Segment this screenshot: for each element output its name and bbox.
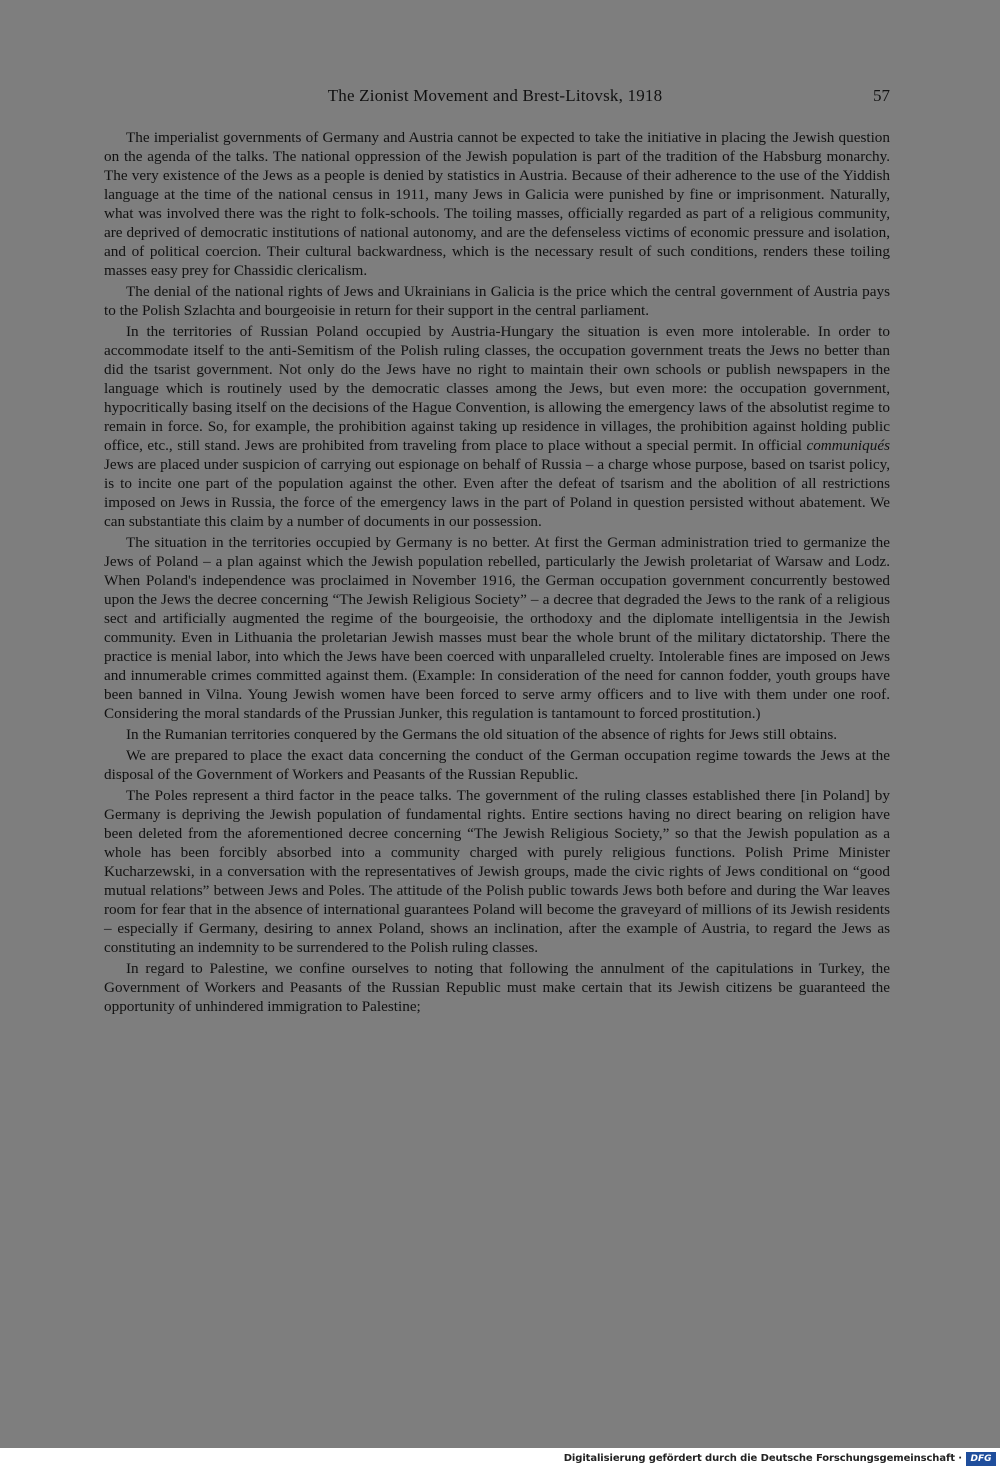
paragraph-2: The denial of the national rights of Jews and Ukrainians in Galicia is the price which the central government of Austria pays to the Polish Szlachta and bourgeoisie in return for their support in the central parliament. xyxy=(104,283,890,319)
paragraph-3 xyxy=(104,322,890,531)
dfg-logo-icon: DFG xyxy=(966,1452,996,1466)
footer-bar xyxy=(0,1448,1000,1470)
paragraph-3-text: In the territories of Russian Poland occupied by Austria-Hungary the situation is even more intolerable. In order to accommodate itself to the anti-Semitism of the Polish ruling classes, the occupation government treats the Jews no better than did the tsarist government. Not only do the Jews have no right to maintain their own schools or publish newspapers in the language which is routinely used by the democratic classes among the Jews, but even more: the occupation government, hypocritically basing itself on the decisions of the Hague Convention, is allowing the emergency laws of the absolutist regime to remain in force. So, for example, the prohibition against taking up residence in villages, the prohibition against holding public office, etc., still stand. Jews are prohibited from traveling from place to place without a special permit. In official xyxy=(104,323,890,454)
paragraph-1: The imperialist governments of Germany and Austria cannot be expected to take the initiative in placing the Jewish question on the agenda of the talks. The national oppression of the Jewish population is part of the tradition of the Habsburg monarchy. The very existence of the Jews as a people is denied by statistics in Austria. Because of their adherence to the use of the Yiddish language at the time of the national census in 1911, many Jews in Galicia were punished by fine or imprisonment. Naturally, what was involved there was the right to folk-schools. The toiling masses, officially regarded as part of a religious community, are deprived of democratic institutions of national autonomy, and are the defenseless victims of economic pressure and isolation, and of political coercion. Their cultural backwardness, which is the necessary result of such conditions, renders these toiling masses easy prey for Chassidic clericalism. xyxy=(104,129,890,279)
paragraph-8: In regard to Palestine, we confine ourselves to noting that following the annulment of the capitulations in Turkey, the Government of Workers and Peasants of the Russian Republic must make certain that its Jewish citizens be guaranteed the opportunity of unhindered immigration to Palestine; xyxy=(104,960,890,1015)
paragraph-5: In the Rumanian territories conquered by the Germans the old situation of the absence of rights for Jews still obtains. xyxy=(126,726,838,743)
running-head xyxy=(100,86,890,110)
body-text xyxy=(104,128,890,1018)
paragraph-6: We are prepared to place the exact data concerning the conduct of the German occupation regime towards the Jews at the disposal of the Government of Workers and Peasants of the Russian Republic. xyxy=(104,747,890,783)
page-number: 57 xyxy=(873,86,890,105)
paragraph-7: The Poles represent a third factor in the peace talks. The government of the ruling classes established there [in Poland] by Germany is depriving the Jewish population of fundamental rights. Entire sections having no direct bearing on religion have been deleted from the aforementioned decree concerning “The Jewish Religious Society,” so that the Jewish population as a whole has been forcibly absorbed into a community charged with purely religious functions. Polish Prime Minister Kucharzewski, in a conversation with the representatives of Jewish groups, made the civic rights of Jews conditional on “good mutual relations” between Jews and Poles. The attitude of the Polish public towards Jews both before and during the War leaves room for fear that in the absence of international guarantees Poland will become the graveyard of millions of its Jewish residents – especially if Germany, desiring to annex Poland, shows an inclination, after the example of Austria, to regard the Jews as constituting an indemnity to be surrendered to the Polish ruling classes. xyxy=(104,787,890,956)
funding-credit: Digitalisierung gefördert durch die Deutsche Forschungsgemeinschaft · xyxy=(563,1453,962,1464)
paragraph-4: The situation in the territories occupied by Germany is no better. At first the German administration tried to germanize the Jews of Poland – a plan against which the Jewish population rebelled, particularly the Jewish proletariat of Warsaw and Lodz. When Poland's independence was proclaimed in November 1916, the German occupation government concurrently bestowed upon the Jews the decree concerning “The Jewish Religious Society” – a decree that degraded the Jews to the rank of a religious sect and artificially augmented the regime of the bourgeoisie, the orthodoxy and the diplomate intelligentsia in the Jewish community. Even in Lithuania the proletarian Jewish masses must bear the whole brunt of the military dictatorship. There the practice is menial labor, into which the Jews have been coerced with unparalleled cruelty. Intolerable fines are imposed on Jews and innumerable crimes committed against them. (Example: In consideration of the need for cannon fodder, youth groups have been banned in Vilna. Young Jewish women have been forced to serve army officers and to live with them under one roof. Considering the moral standards of the Prussian Junker, this regulation is tantamount to forced prostitution.) xyxy=(104,534,890,722)
paragraph-3-tail: Jews are placed under suspicion of carrying out espionage on behalf of Russia – a charge whose purpose, based on tsarist policy, is to incite one part of the population against the other. Even after the defeat of tsarism and the abolition of all restrictions imposed on Jews in Russia, the force of the emergency laws in the part of Poland in question persisted without abatement. We can substantiate this claim by a number of documents in our possession. xyxy=(104,456,890,530)
running-title: The Zionist Movement and Brest-Litovsk, 1918 xyxy=(327,86,663,105)
paragraph-3-italic: communiqués xyxy=(806,437,890,454)
